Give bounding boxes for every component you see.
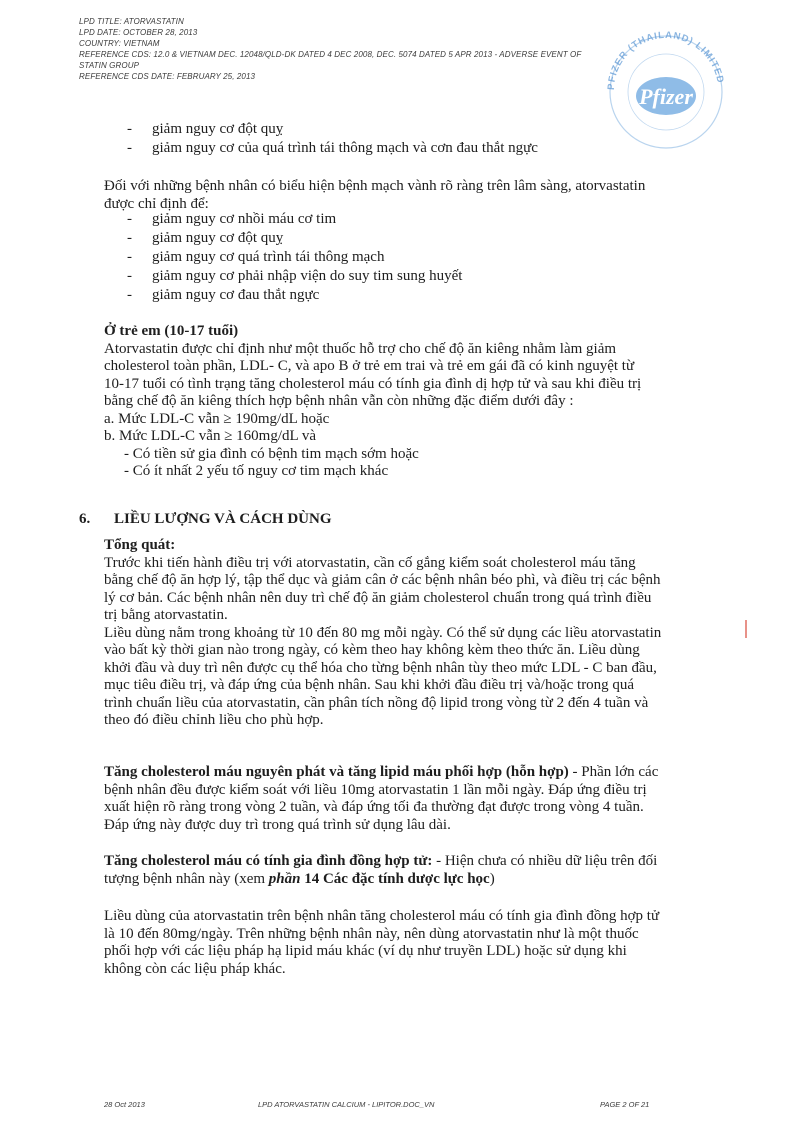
paragraph-line: trình chuẩn liều của atorvastatin, cần phân tích nồng độ lipid trong vòng từ 2 đến 4 tuần và — [104, 694, 649, 711]
pediatric-heading: Ở trẻ em (10-17 tuổi) — [104, 323, 239, 339]
footer-page-number: PAGE 2 OF 21 — [600, 1100, 650, 1109]
header-lpd-title: LPD TITLE: ATORVASTATIN — [79, 17, 184, 26]
paragraph-line: lý cơ bản. Các bệnh nhân nên duy trì chế độ ăn giảm cholesterol chuẩn trong quá trình điều — [104, 589, 652, 606]
familial-dosage-paragraph — [104, 908, 724, 978]
footer-doc-name: LPD ATORVASTATIN CALCIUM - LIPITOR.DOC_VN — [258, 1100, 435, 1109]
primary-hypercholesterolemia-paragraph — [104, 764, 724, 834]
header-country: COUNTRY: VIETNAM — [79, 39, 160, 48]
paragraph-line: bệnh nhân đều được kiểm soát với liều 10mg atorvastatin 1 lần mỗi ngày. Đáp ứng điều trị — [104, 781, 647, 798]
criterion-a: a. Mức LDL-C vẫn ≥ 190mg/dL hoặc — [104, 410, 330, 427]
bullet-dash: - — [127, 211, 132, 227]
pediatric-section — [104, 323, 724, 481]
familial-lead: Tăng cholesterol máu có tính gia đình đồng hợp tử: — [104, 853, 433, 869]
bullet-item: giảm nguy cơ nhồi máu cơ tim — [152, 211, 337, 227]
stamp-ring-text: PFIZER (THAILAND) LIMITED — [605, 29, 726, 91]
bullet-dash: - — [127, 230, 132, 246]
paragraph-line: được chỉ định để: — [104, 195, 209, 212]
familial-ref-section-word: phần — [268, 870, 301, 887]
familial-ref-section-title: 14 Các đặc tính dược lực học — [300, 870, 490, 887]
familial-ref-pre: tượng bệnh nhân này (xem — [104, 870, 269, 887]
stamp-logo-text: Pfizer — [639, 84, 693, 109]
paragraph-line: bằng chế độ ăn kiêng thích hợp bệnh nhân vẫn còn những đặc điểm dưới đây : — [104, 393, 574, 409]
paragraph-line: trị bằng atorvastatin. — [104, 607, 228, 623]
paragraph-line: 10-17 tuổi có tình trạng tăng cholesterol máu có tính gia đình dị hợp tử và sau khi điều trị — [104, 375, 642, 392]
section-title: LIỀU LƯỢNG VÀ CÁCH DÙNG — [114, 511, 332, 527]
section-heading — [79, 511, 332, 528]
paragraph-line: không còn các liệu pháp khác. — [104, 960, 286, 977]
pfizer-stamp — [592, 20, 742, 150]
familial-hypercholesterolemia-paragraph — [104, 853, 724, 888]
sub-criterion: - Có ít nhất 2 yếu tố nguy cơ tim mạch khác — [124, 463, 389, 479]
sub-criterion: - Có tiền sử gia đình có bệnh tim mạch sớm hoặc — [124, 445, 419, 462]
footer-date: 28 Oct 2013 — [104, 1100, 145, 1109]
paragraph-line: Liều dùng của atorvastatin trên bệnh nhân tăng cholesterol máu có tính gia đình đồng hợp tử — [104, 908, 660, 924]
paragraph-line: là 10 đến 80mg/ngày. Trên những bệnh nhân này, nên dùng atorvastatin như là một thuốc — [104, 925, 639, 942]
paragraph-line: mục tiêu điều trị, và đáp ứng của bệnh nhân. Sau khi khởi đầu điều trị và/hoặc trong quá — [104, 677, 635, 693]
header-reference-cds: REFERENCE CDS: 12.0 & VIETNAM DEC. 12048/QLD-DK DATED 4 DEC 2008, DEC. 5074 DATED 5 APR 2013 - ADVERSE EVENT OF — [79, 50, 582, 59]
paragraph-line: vào bất kỳ thời gian nào trong ngày, có kèm theo hay không kèm theo thức ăn. Liều dùng — [104, 642, 640, 658]
bullet-item: giảm nguy cơ đột quỵ — [152, 121, 284, 137]
paragraph-line: Liều dùng nằm trong khoảng từ 10 đến 80 mg mỗi ngày. Có thể sử dụng các liều atorvastatin — [104, 624, 662, 641]
bullet-dash: - — [127, 140, 132, 156]
header-reference-cds-cont: STATIN GROUP — [79, 61, 140, 70]
paragraph-line: bằng chế độ ăn hợp lý, tập thể dục và giảm cân ở các bệnh nhân béo phì, và điều trị các bệnh — [104, 572, 661, 588]
paragraph-line: theo đó điều chỉnh liều cho phù hợp. — [104, 712, 324, 728]
paragraph-line: cholesterol toàn phần, LDL- C, và apo B ở trẻ em trai và trẻ em gái đã có kinh nguyệt từ — [104, 358, 635, 374]
primary-lead-rest: - Phần lớn các — [568, 764, 659, 780]
criterion-b: b. Mức LDL-C vẫn ≥ 160mg/dL và — [104, 428, 317, 444]
paragraph-line: phối hợp với các liệu pháp hạ lipid máu khác (ví dụ như truyền LDL) hoặc sử dụng khi — [104, 943, 627, 959]
general-heading: Tổng quát: — [104, 537, 176, 553]
bullet-dash: - — [127, 249, 132, 265]
bullet-item: giảm nguy cơ của quá trình tái thông mạch và cơn đau thắt ngực — [152, 140, 538, 156]
paragraph-line: Trước khi tiến hành điều trị với atorvastatin, cần cố gắng kiểm soát cholesterol máu tăng — [104, 554, 636, 571]
paragraph-line: Đáp ứng này được duy trì trong quá trình sử dụng lâu dài. — [104, 816, 451, 833]
bullet-dash: - — [127, 287, 132, 303]
bullet-item: giảm nguy cơ phải nhập viện do suy tim sung huyết — [152, 268, 463, 284]
general-section — [104, 537, 724, 730]
bullet-item: giảm nguy cơ quá trình tái thông mạch — [152, 249, 385, 265]
paragraph-line: xuất hiện rõ ràng trong vòng 2 tuần, và đáp ứng tối đa thường đạt được trong vòng 4 tuần. — [104, 799, 644, 815]
primary-lead: Tăng cholesterol máu nguyên phát và tăng lipid máu phối hợp (hỗn hợp) — [104, 764, 569, 780]
paragraph-line: Atorvastatin được chỉ định như một thuốc hỗ trợ cho chế độ ăn kiêng nhằm làm giảm — [104, 340, 617, 357]
bullet-item: giảm nguy cơ đột quỵ — [152, 230, 284, 246]
bullet-dash: - — [127, 268, 132, 284]
bullet-dash: - — [127, 121, 132, 137]
familial-ref-post: ) — [489, 870, 495, 887]
section-number: 6. — [79, 511, 91, 527]
header-lpd-date: LPD DATE: OCTOBER 28, 2013 — [79, 28, 198, 37]
margin-mark — [745, 620, 747, 638]
paragraph-line: Đối với những bệnh nhân có biểu hiện bệnh mạch vành rõ ràng trên lâm sàng, atorvastatin — [104, 178, 646, 194]
familial-lead-rest: - Hiện chưa có nhiều dữ liệu trên đối — [432, 853, 658, 869]
paragraph-line: khởi đầu và duy trì nên được cụ thể hóa cho từng bệnh nhân tùy theo mức LDL - C ban đầu, — [104, 659, 657, 676]
chd-intro-paragraph — [104, 178, 724, 213]
header-reference-cds-date: REFERENCE CDS DATE: FEBRUARY 25, 2013 — [79, 72, 256, 81]
bullet-item: giảm nguy cơ đau thắt ngực — [152, 287, 320, 303]
